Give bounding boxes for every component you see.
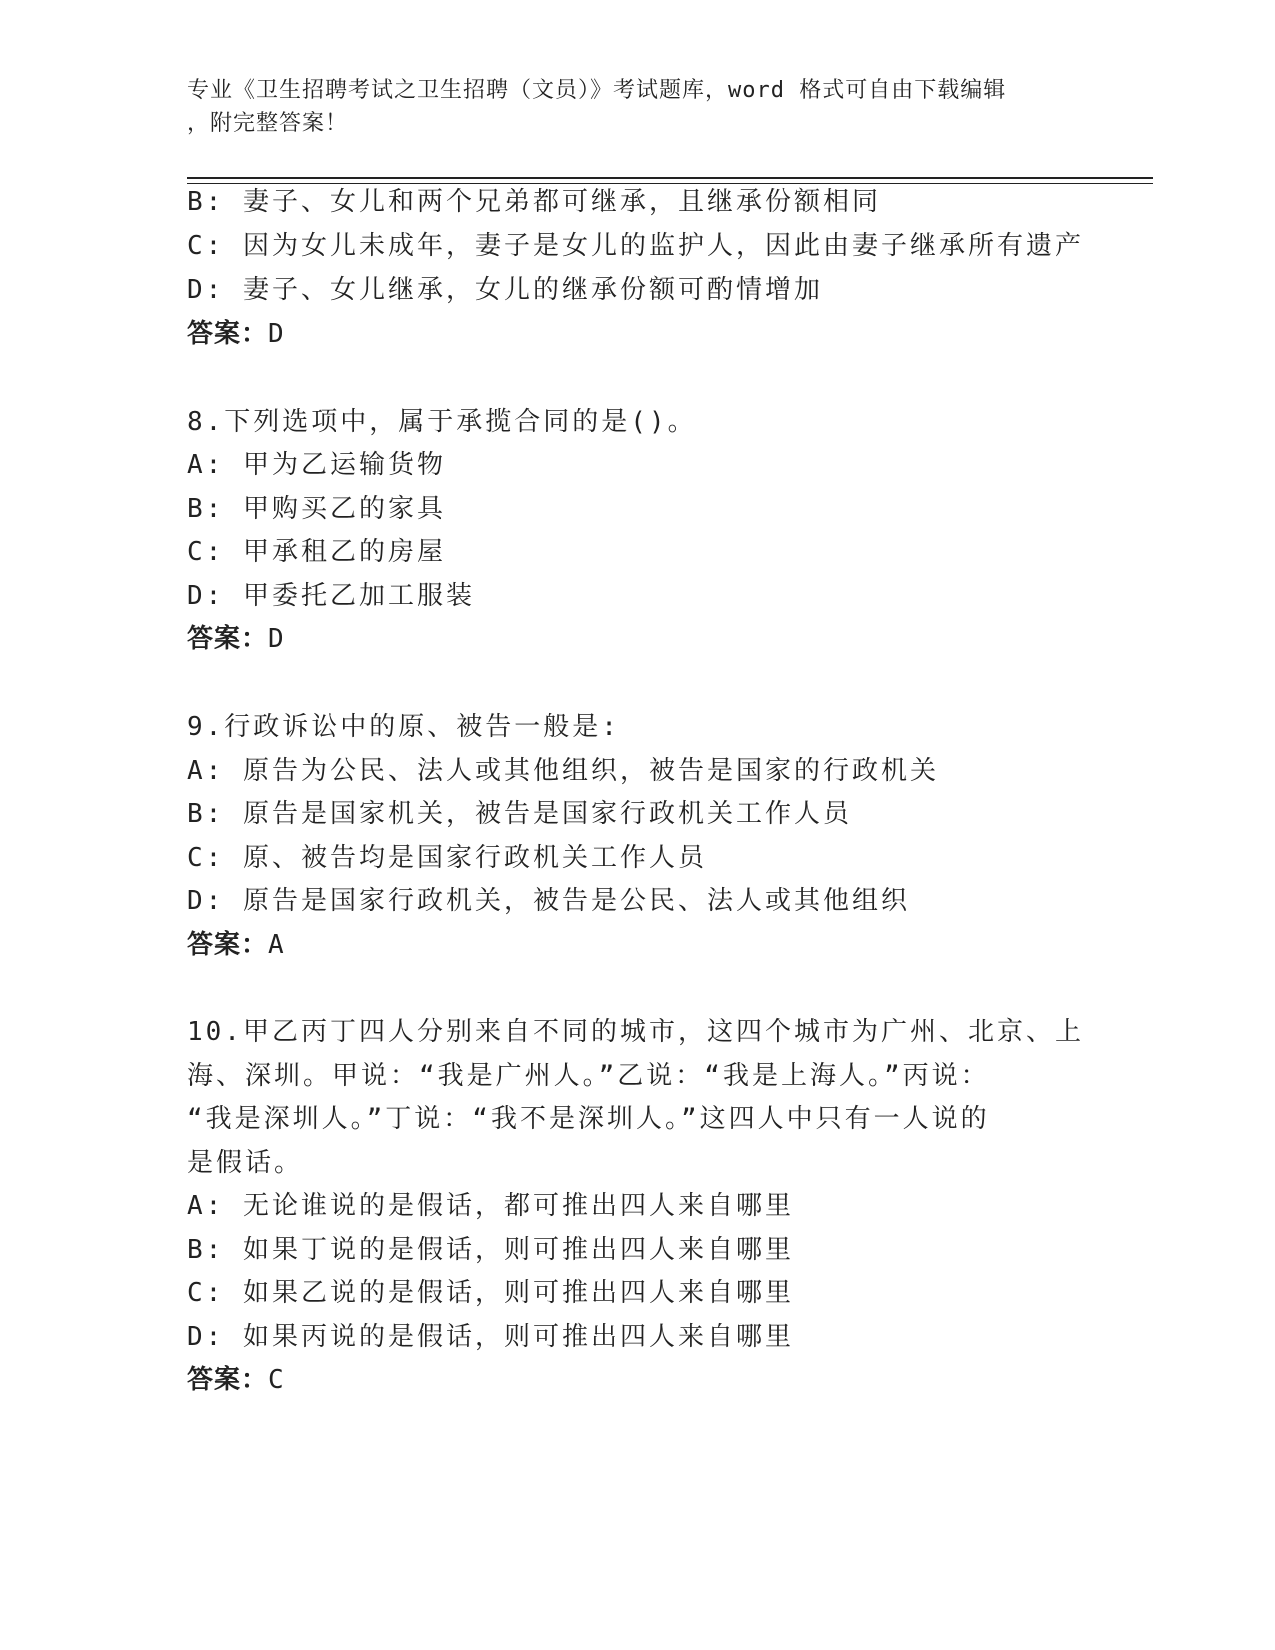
- option-c: C: 因为女儿未成年，妻子是女儿的监护人，因此由妻子继承所有遗产: [187, 231, 1084, 261]
- answer-line: [187, 318, 287, 350]
- question-10-option-b: B: 如果丁说的是假话，则可推出四人来自哪里: [187, 1235, 794, 1265]
- answer-label: 答案：: [187, 1365, 269, 1395]
- header-rule-thin: [187, 183, 1153, 184]
- answer-value: A: [268, 930, 287, 960]
- answer-value: D: [268, 319, 287, 349]
- option-b: B: 妻子、女儿和两个兄弟都可继承，且继承份额相同: [187, 187, 881, 217]
- question-8-option-b: B: 甲购买乙的家具: [187, 494, 446, 524]
- question-8-option-a: A: 甲为乙运输货物: [187, 450, 446, 480]
- question-10-stem-line-3: “我是深圳人。”丁说：“我不是深圳人。”这四人中只有一人说的: [187, 1104, 990, 1134]
- header-line-2: ，附完整答案！: [187, 111, 349, 136]
- question-9-answer: [187, 929, 287, 961]
- question-10-stem-line-4: 是假话。: [187, 1148, 304, 1178]
- question-10-option-a: A: 无论谁说的是假话，都可推出四人来自哪里: [187, 1191, 794, 1221]
- answer-label: 答案：: [187, 624, 269, 654]
- question-8-option-d: D: 甲委托乙加工服装: [187, 581, 475, 611]
- question-10-answer: [187, 1364, 287, 1396]
- option-d: D: 妻子、女儿继承，女儿的继承份额可酌情增加: [187, 275, 823, 305]
- question-8-stem: 8.下列选项中，属于承揽合同的是()。: [187, 407, 697, 437]
- answer-label: 答案：: [187, 319, 269, 349]
- question-9-option-d: D: 原告是国家行政机关，被告是公民、法人或其他组织: [187, 886, 910, 916]
- question-8-answer: [187, 623, 287, 655]
- document-header: [187, 74, 1067, 140]
- question-9-stem: 9.行政诉讼中的原、被告一般是:: [187, 712, 620, 742]
- answer-value: D: [268, 624, 287, 654]
- question-10-stem-line-1: 10.甲乙丙丁四人分别来自不同的城市，这四个城市为广州、北京、上: [187, 1017, 1084, 1047]
- header-rule-thick: [187, 177, 1153, 179]
- header-line-1: 专业《卫生招聘考试之卫生招聘（文员）》考试题库，word 格式可自由下载编辑: [187, 78, 1007, 103]
- answer-label: 答案：: [187, 930, 269, 960]
- question-10-stem-line-2: 海、深圳。甲说：“我是广州人。”乙说：“我是上海人。”丙说：: [187, 1061, 990, 1091]
- question-10-option-d: D: 如果丙说的是假话，则可推出四人来自哪里: [187, 1322, 794, 1352]
- question-10-option-c: C: 如果乙说的是假话，则可推出四人来自哪里: [187, 1278, 794, 1308]
- question-9-option-b: B: 原告是国家机关，被告是国家行政机关工作人员: [187, 799, 852, 829]
- answer-value: C: [268, 1365, 287, 1395]
- question-8-option-c: C: 甲承租乙的房屋: [187, 537, 446, 567]
- question-9-option-c: C: 原、被告均是国家行政机关工作人员: [187, 843, 707, 873]
- question-9-option-a: A: 原告为公民、法人或其他组织，被告是国家的行政机关: [187, 756, 939, 786]
